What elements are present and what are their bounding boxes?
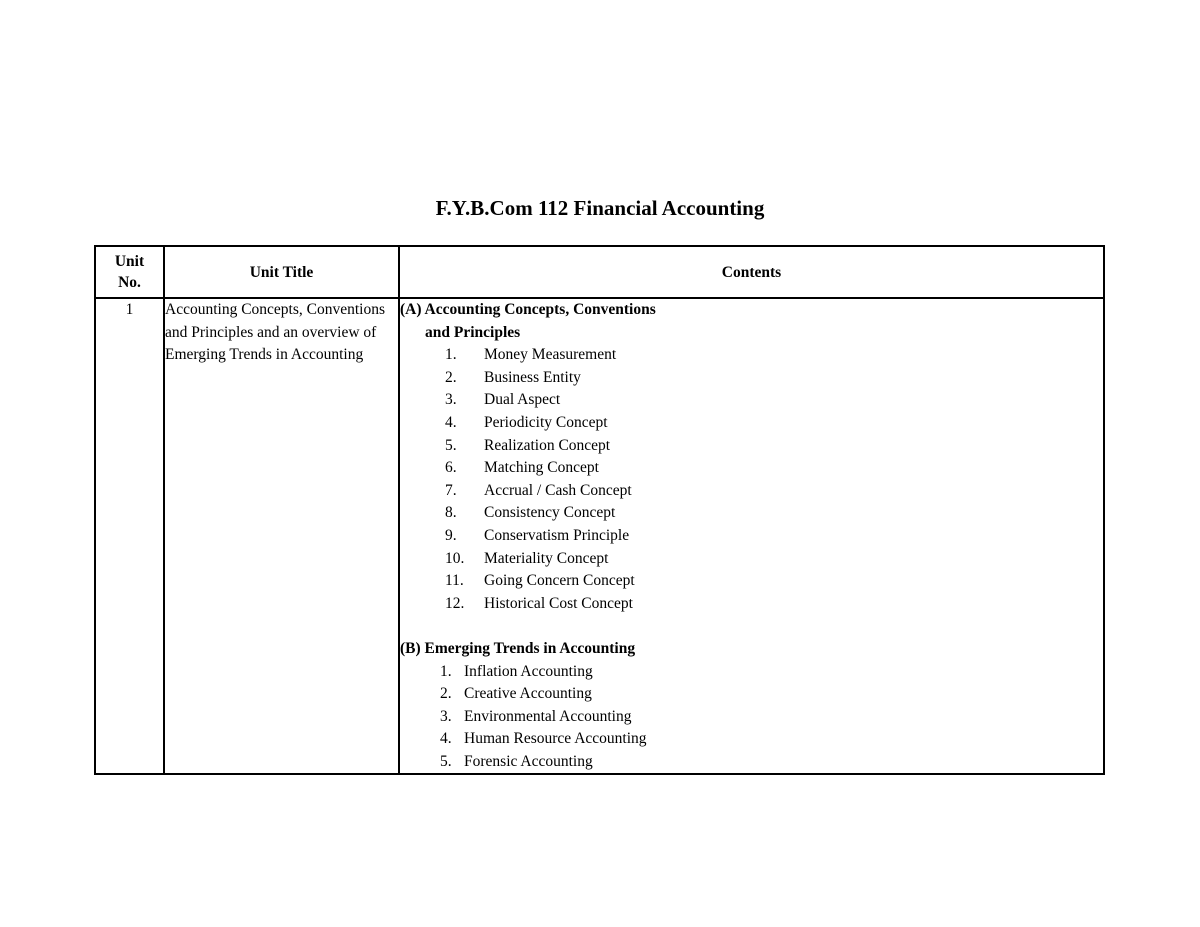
list-item-text: Materiality Concept (484, 549, 609, 567)
list-item-text: Forensic Accounting (464, 752, 593, 770)
list-item-text: Matching Concept (484, 459, 599, 477)
list-item-text: Periodicity Concept (484, 413, 608, 431)
list-item-number: 2. (445, 368, 457, 386)
section-a-list (400, 344, 1103, 615)
list-item (400, 525, 1103, 548)
unit-number-cell: 1 (95, 298, 164, 774)
list-item-number: 4. (445, 413, 457, 431)
list-item-number: 2. (440, 685, 452, 703)
list-item-text: Going Concern Concept (484, 572, 635, 590)
list-item-text: Business Entity (484, 368, 581, 386)
table-header-row (95, 246, 1104, 298)
list-item-text: Money Measurement (484, 346, 617, 364)
list-item-text: Consistency Concept (484, 504, 616, 522)
list-item-number: 3. (440, 707, 452, 725)
section-a-heading-line2: and Principles (425, 323, 521, 341)
list-item-number: 7. (445, 481, 457, 499)
list-item (400, 344, 1103, 367)
list-item-number: 9. (445, 526, 457, 544)
unit-title-text: Accounting Concepts, Conventions and Principles and an overview of Emerging Trends in Accounting (165, 301, 385, 364)
list-item (400, 593, 1103, 616)
list-item (400, 480, 1103, 503)
syllabus-table (94, 245, 1105, 775)
document-title: F.Y.B.Com 112 Financial Accounting (435, 196, 765, 220)
section-b-heading: (B) Emerging Trends in Accounting (400, 639, 636, 657)
header-unit-no-line2: No. (118, 274, 141, 291)
list-item-text: Realization Concept (484, 436, 611, 454)
list-item-number: 1. (445, 346, 457, 364)
list-item-text: Inflation Accounting (464, 662, 593, 680)
section-b-list (400, 661, 1103, 774)
list-item-number: 12. (445, 594, 465, 612)
list-item-text: Conservatism Principle (484, 526, 630, 544)
list-item-number: 8. (445, 504, 457, 522)
list-item (400, 412, 1103, 435)
list-item-text: Historical Cost Concept (484, 594, 633, 612)
list-item (400, 548, 1103, 571)
list-item (400, 367, 1103, 390)
list-item (400, 706, 1103, 729)
list-item-number: 1. (440, 662, 452, 680)
list-item-text: Accrual / Cash Concept (484, 481, 632, 499)
list-item (400, 570, 1103, 593)
list-item (400, 661, 1103, 684)
list-item-number: 5. (440, 752, 452, 770)
table-row (95, 298, 1104, 774)
list-item (400, 683, 1103, 706)
header-unit-no (95, 246, 164, 298)
list-item-number: 6. (445, 459, 457, 477)
list-item-number: 11. (445, 572, 464, 590)
header-contents: Contents (399, 246, 1104, 298)
list-item-text: Environmental Accounting (464, 707, 632, 725)
list-item (400, 502, 1103, 525)
unit-title-cell (164, 298, 399, 774)
list-item-number: 4. (440, 730, 452, 748)
list-item-text: Creative Accounting (464, 685, 592, 703)
section-a-heading-line1: (A) Accounting Concepts, Conventions (400, 301, 656, 318)
list-item-text: Dual Aspect (484, 391, 561, 409)
list-item (400, 751, 1103, 774)
list-item-number: 3. (445, 391, 457, 409)
list-item-text: Human Resource Accounting (464, 730, 647, 748)
header-unit-no-line1: Unit (114, 253, 145, 270)
contents-cell (399, 298, 1104, 774)
list-item (400, 728, 1103, 751)
list-item (400, 389, 1103, 412)
list-item-number: 5. (445, 436, 457, 454)
section-spacer (400, 615, 1103, 638)
list-item (400, 457, 1103, 480)
list-item-number: 10. (445, 549, 465, 567)
header-unit-title: Unit Title (164, 246, 399, 298)
list-item (400, 435, 1103, 458)
